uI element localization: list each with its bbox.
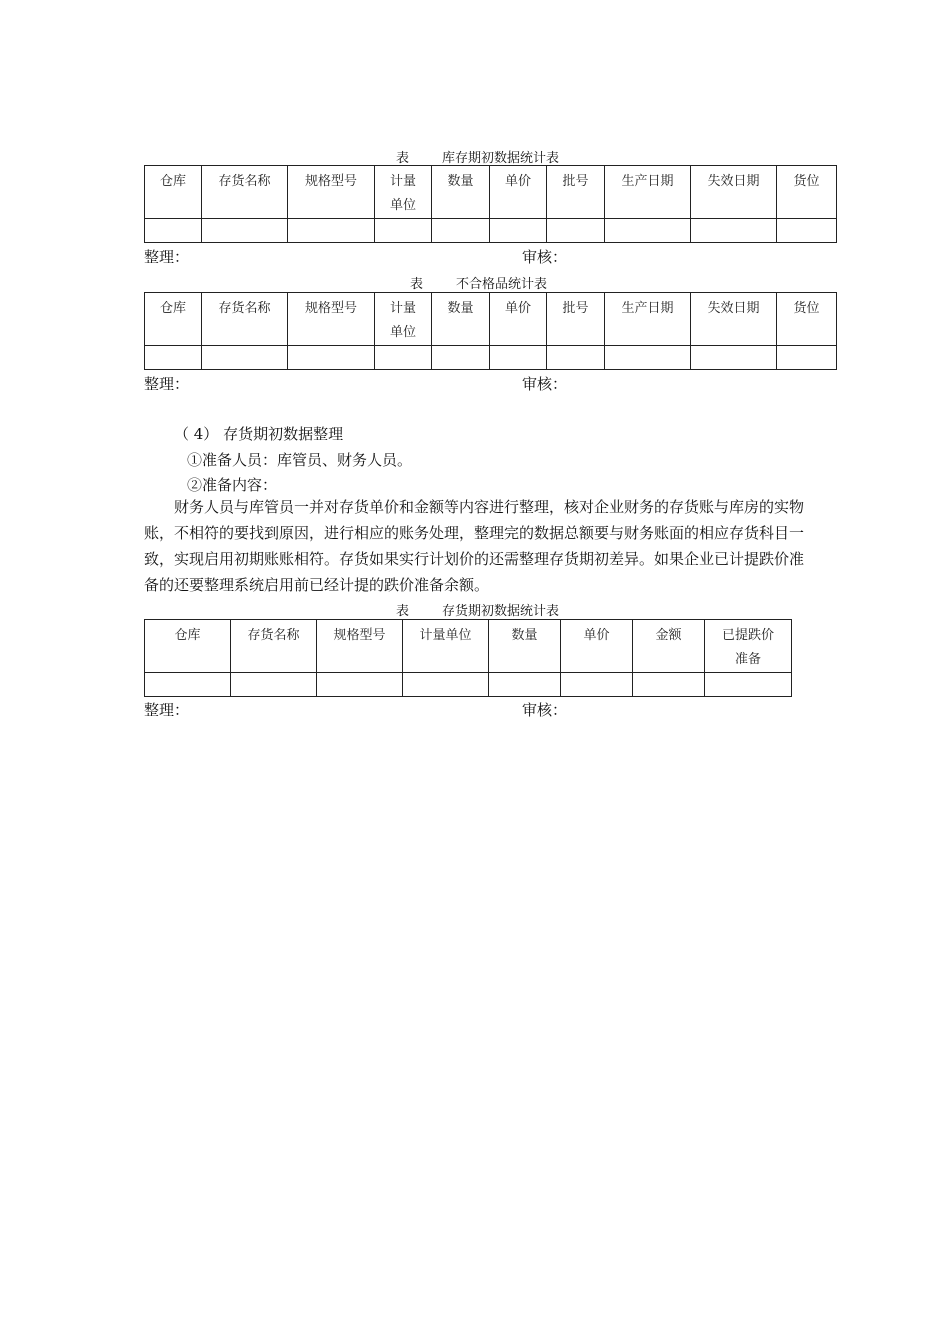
table3 bbox=[144, 619, 792, 697]
empty-cell[interactable] bbox=[691, 346, 777, 370]
header-cell: 数量 bbox=[432, 293, 490, 346]
header-cell: 仓库 bbox=[145, 293, 202, 346]
header-cell: 规格型号 bbox=[288, 166, 375, 219]
organizer-label: 整理： bbox=[144, 248, 190, 266]
header-cell: 生产日期 bbox=[605, 293, 691, 346]
header-cell: 单价 bbox=[561, 620, 633, 673]
table-header-row bbox=[145, 620, 792, 673]
empty-cell[interactable] bbox=[605, 346, 691, 370]
header-cell: 数量 bbox=[432, 166, 490, 219]
empty-cell[interactable] bbox=[432, 346, 490, 370]
empty-cell[interactable] bbox=[633, 673, 705, 697]
empty-cell[interactable] bbox=[432, 219, 490, 243]
empty-cell[interactable] bbox=[375, 346, 432, 370]
header-cell: 仓库 bbox=[145, 620, 231, 673]
empty-cell[interactable] bbox=[705, 673, 792, 697]
header-cell: 金额 bbox=[633, 620, 705, 673]
header-cell: 单价 bbox=[490, 293, 547, 346]
header-cell: 计量 单位 bbox=[375, 166, 432, 219]
list-item: ①准备人员：库管员、财务人员。 bbox=[187, 451, 413, 469]
body-paragraph: 财务人员与库管员一并对存货单价和金额等内容进行整理，核对企业财务的存货账与库房的实物账，不相符的要找到原因，进行相应的账务处理，整理完的数据总额要与财务账面的相应存货科目一致，实现启用初期账账相符。存货如果实行计划价的还需整理存货期初差异。如果企业已计提跌价准备的还要整理系统启用前已经计提的跌价准备余额。 bbox=[144, 498, 805, 594]
empty-cell[interactable] bbox=[489, 673, 561, 697]
empty-cell[interactable] bbox=[777, 219, 837, 243]
header-cell: 生产日期 bbox=[605, 166, 691, 219]
header-cell: 货位 bbox=[777, 166, 837, 219]
table3-caption: 表 存货期初数据统计表 bbox=[396, 604, 560, 619]
section-heading: （ 4） 存货期初数据整理 bbox=[174, 425, 344, 443]
reviewer-label: 审核： bbox=[522, 248, 568, 266]
organizer-label: 整理： bbox=[144, 701, 190, 719]
empty-cell[interactable] bbox=[202, 346, 288, 370]
empty-cell[interactable] bbox=[777, 346, 837, 370]
header-cell: 规格型号 bbox=[317, 620, 403, 673]
header-cell: 批号 bbox=[547, 166, 605, 219]
empty-cell[interactable] bbox=[547, 346, 605, 370]
empty-cell[interactable] bbox=[145, 219, 202, 243]
empty-cell[interactable] bbox=[547, 219, 605, 243]
empty-cell[interactable] bbox=[605, 219, 691, 243]
table-header-row bbox=[145, 293, 837, 346]
header-cell: 存货名称 bbox=[231, 620, 317, 673]
empty-cell[interactable] bbox=[202, 219, 288, 243]
header-cell: 货位 bbox=[777, 293, 837, 346]
empty-cell[interactable] bbox=[288, 346, 375, 370]
header-cell: 规格型号 bbox=[288, 293, 375, 346]
header-cell: 批号 bbox=[547, 293, 605, 346]
header-cell: 已提跌价 准备 bbox=[705, 620, 792, 673]
reviewer-label: 审核： bbox=[522, 701, 568, 719]
table-row bbox=[145, 219, 837, 243]
empty-cell[interactable] bbox=[403, 673, 489, 697]
reviewer-label: 审核： bbox=[522, 375, 568, 393]
empty-cell[interactable] bbox=[561, 673, 633, 697]
header-cell: 单价 bbox=[490, 166, 547, 219]
header-cell: 失效日期 bbox=[691, 293, 777, 346]
table2 bbox=[144, 292, 837, 370]
header-cell: 仓库 bbox=[145, 166, 202, 219]
empty-cell[interactable] bbox=[317, 673, 403, 697]
empty-cell[interactable] bbox=[490, 346, 547, 370]
header-cell: 存货名称 bbox=[202, 293, 288, 346]
table-row bbox=[145, 346, 837, 370]
header-cell: 计量 单位 bbox=[375, 293, 432, 346]
list-item: ②准备内容： bbox=[187, 476, 278, 494]
header-cell: 存货名称 bbox=[202, 166, 288, 219]
table1-caption: 表 库存期初数据统计表 bbox=[396, 151, 560, 166]
empty-cell[interactable] bbox=[375, 219, 432, 243]
table2-caption: 表 不合格品统计表 bbox=[410, 277, 548, 292]
table-header-row bbox=[145, 166, 837, 219]
empty-cell[interactable] bbox=[691, 219, 777, 243]
header-cell: 数量 bbox=[489, 620, 561, 673]
empty-cell[interactable] bbox=[231, 673, 317, 697]
organizer-label: 整理： bbox=[144, 375, 190, 393]
header-cell: 失效日期 bbox=[691, 166, 777, 219]
table-row bbox=[145, 673, 792, 697]
empty-cell[interactable] bbox=[145, 673, 231, 697]
header-cell: 计量单位 bbox=[403, 620, 489, 673]
table1 bbox=[144, 165, 837, 243]
empty-cell[interactable] bbox=[288, 219, 375, 243]
empty-cell[interactable] bbox=[490, 219, 547, 243]
empty-cell[interactable] bbox=[145, 346, 202, 370]
